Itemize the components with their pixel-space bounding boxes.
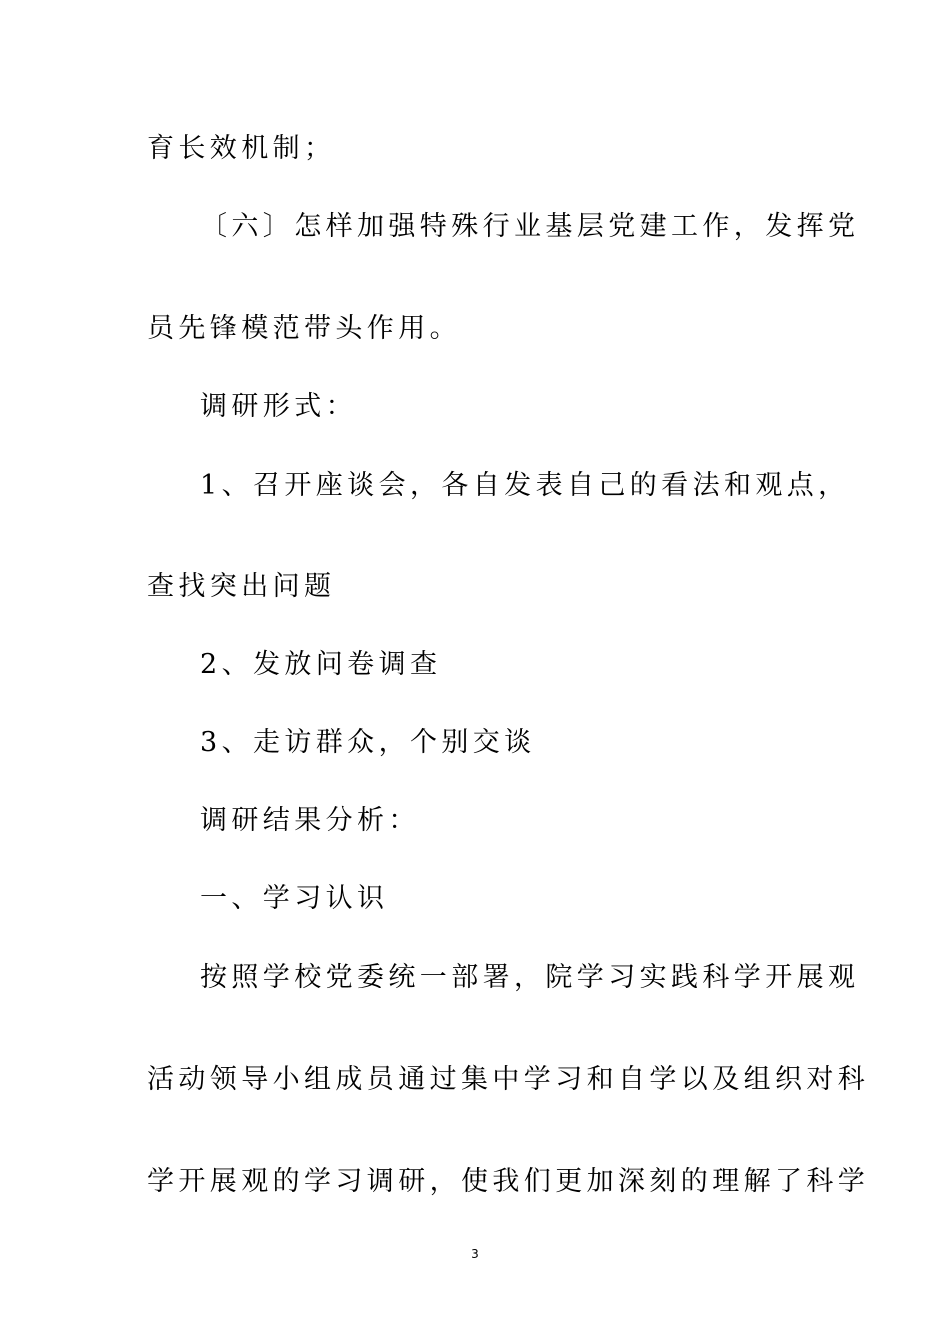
text-line: 育长效机制； [147,133,336,164]
page-number: 3 [471,1247,479,1261]
text-line: 3、走访群众，个别交谈 [200,727,536,758]
text-line: 2、发放问卷调查 [200,649,442,680]
text-line: 一、学习认识 [200,883,389,914]
text-line: 活动领导小组成员通过集中学习和自学以及组织对科 [147,1064,870,1095]
text-line: 员先锋模范带头作用。 [147,313,461,344]
text-line: 按照学校党委统一部署，院学习实践科学开展观 [200,962,860,993]
text-line: 〔六〕怎样加强特殊行业基层党建工作，发挥党 [200,211,860,242]
text-line: 学开展观的学习调研，使我们更加深刻的理解了科学 [147,1166,870,1197]
text-line: 调研形式： [200,391,357,422]
text-line: 1、召开座谈会，各自发表自己的看法和观点， [200,470,850,501]
text-line: 调研结果分析： [200,805,420,836]
text-line: 查找突出问题 [147,571,336,602]
